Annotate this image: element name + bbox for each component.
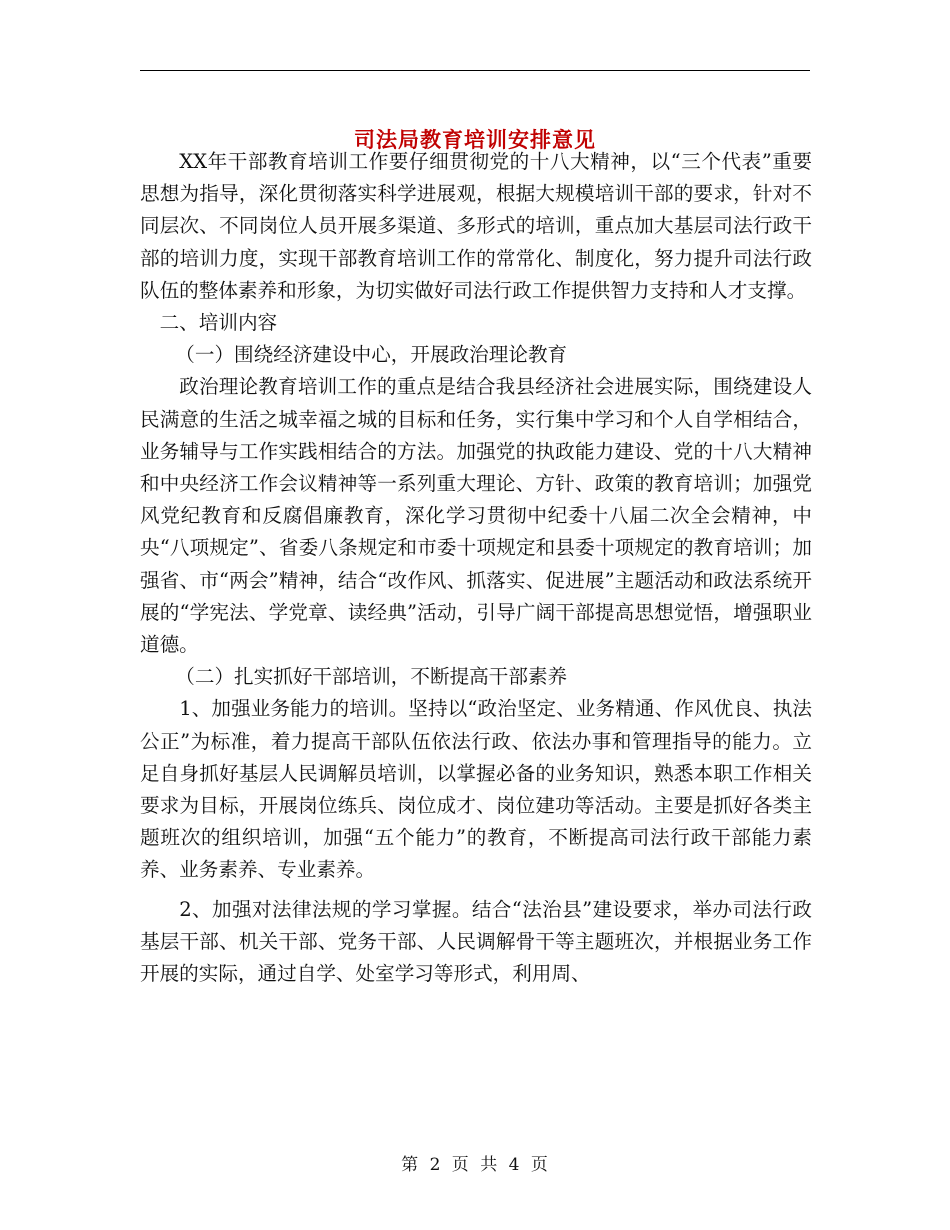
subsection-heading-political-theory: （一）围绕经济建设中心，开展政治理论教育: [175, 343, 568, 367]
subsection-heading-cadre-training: （二）扎实抓好干部培训，不断提高干部素养: [175, 665, 568, 689]
document-title: 司法局教育培训安排意见: [354, 128, 596, 153]
document-body: [140, 146, 812, 990]
paragraph-laws-regulations: 2、加强对法律法规的学习掌握。结合“法治县”建设要求，举办司法行政基层干部、机关干部、党务干部、人民调解骨干等主题班次，并根据业务工作开展的实际，通过自学、处室学习等形式，利用周、: [140, 897, 812, 986]
page-number-footer: 第 2 页 共 4 页: [401, 1155, 549, 1175]
paragraph-political-theory: 政治理论教育培训工作的重点是结合我县经济社会进展实际，围绕建设人民满意的生活之城幸福之城的目标和任务，实行集中学习和个人自学相结合，业务辅导与工作实践相结合的方法。加强党的执政能力建设、党的十八大精神和中央经济工作会议精神等一系列重大理论、方针、政策的教育培训；加强党风党纪教育和反腐倡廉教育，深化学习贯彻中纪委十八届二次全会精神，中央“八项规定”、省委八条规定和市委十项规定和县委十项规定的教育培训；加强省、市“两会”精神，结合“改作风、抓落实、促进展”主题活动和政法系统开展的“学宪法、学党章、读经典”活动，引导广阔干部提高思想觉悟，增强职业道德。: [140, 375, 812, 657]
header-rule: [140, 70, 810, 71]
paragraph-intro: XX年干部教育培训工作要仔细贯彻党的十八大精神，以“三个代表”重要思想为指导，深化贯彻落实科学进展观，根据大规模培训干部的要求，针对不同层次、不同岗位人员开展多渠道、多形式的培训，重点加大基层司法行政干部的培训力度，实现干部教育培训工作的常常化、制度化，努力提升司法行政队伍的整体素养和形象，为切实做好司法行政工作提供智力支持和人才支撑。: [140, 150, 812, 302]
section-heading-training-content: 二、培训内容: [159, 311, 278, 335]
paragraph-business-ability: 1、加强业务能力的培训。坚持以“政治坚定、业务精通、作风优良、执法公正”为标准，着力提高干部队伍依法行政、依法办事和管理指导的能力。立足自身抓好基层人民调解员培训，以掌握必备的业务知识，熟悉本职工作相关要求为目标，开展岗位练兵、岗位成才、岗位建功等活动。主要是抓好各类主题班次的组织培训，加强“五个能力”的教育，不断提高司法行政干部能力素养、业务素养、专业素养。: [140, 697, 812, 882]
